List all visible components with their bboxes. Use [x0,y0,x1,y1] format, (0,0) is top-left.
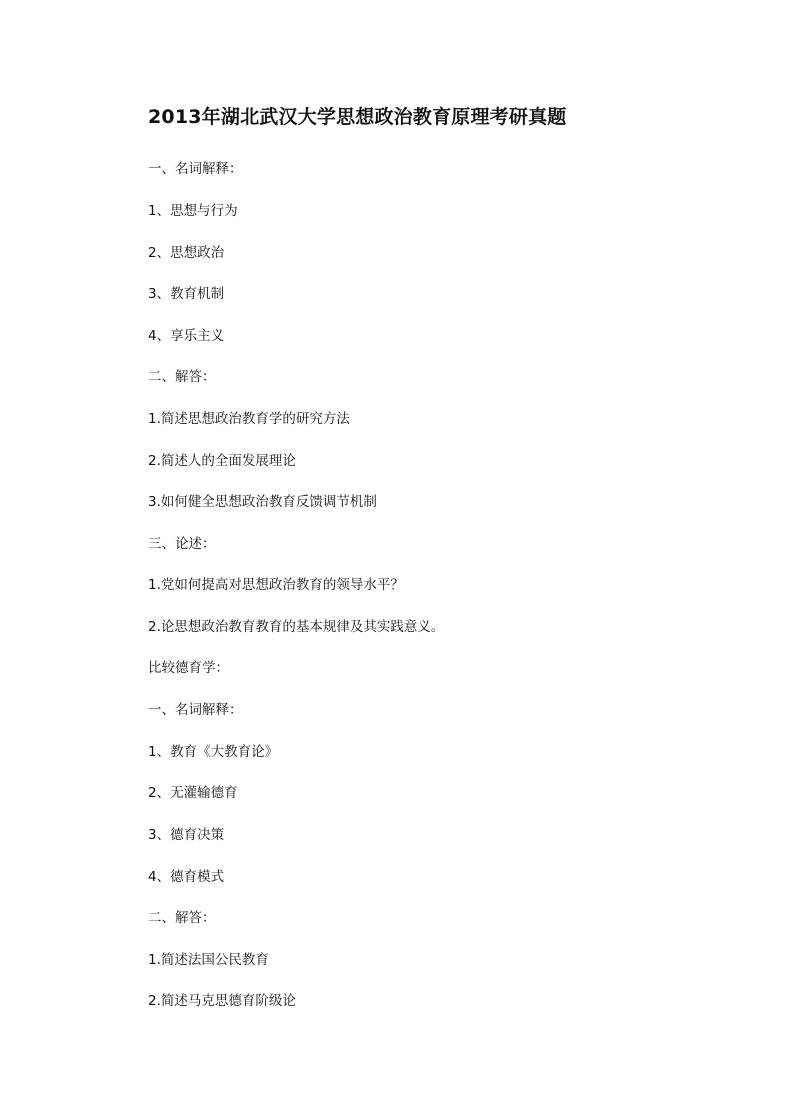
section-heading: 二、解答： [148,910,216,926]
question-item: 3.如何健全思想政治教育反馈调节机制 [148,494,377,510]
section-heading: 二、解答： [148,369,216,385]
question-item: 2.论思想政治教育教育的基本规律及其实践意义。 [148,619,445,635]
question-item: 1.党如何提高对思想政治教育的领导水平？ [148,577,404,593]
section-heading: 一、名词解释： [148,702,243,718]
question-item: 3、教育机制 [148,286,225,302]
question-item: 1.简述思想政治教育学的研究方法 [148,411,350,427]
question-item: 4、享乐主义 [148,328,225,344]
question-item: 2.简述马克思德育阶级论 [148,993,296,1009]
question-item: 2、无灌输德育 [148,785,238,801]
section-heading: 三、论述： [148,536,216,552]
question-item: 1、思想与行为 [148,203,238,219]
subject-heading: 比较德育学： [148,660,229,676]
question-item: 4、德育模式 [148,869,225,885]
question-item: 1.简述法国公民教育 [148,952,269,968]
document-title: 2013年湖北武汉大学思想政治教育原理考研真题 [148,106,567,128]
section-heading: 一、名词解释： [148,161,243,177]
question-item: 2、思想政治 [148,245,225,261]
question-item: 1、教育《大教育论》 [148,744,279,760]
question-item: 2.简述人的全面发展理论 [148,453,296,469]
question-item: 3、德育决策 [148,827,225,843]
